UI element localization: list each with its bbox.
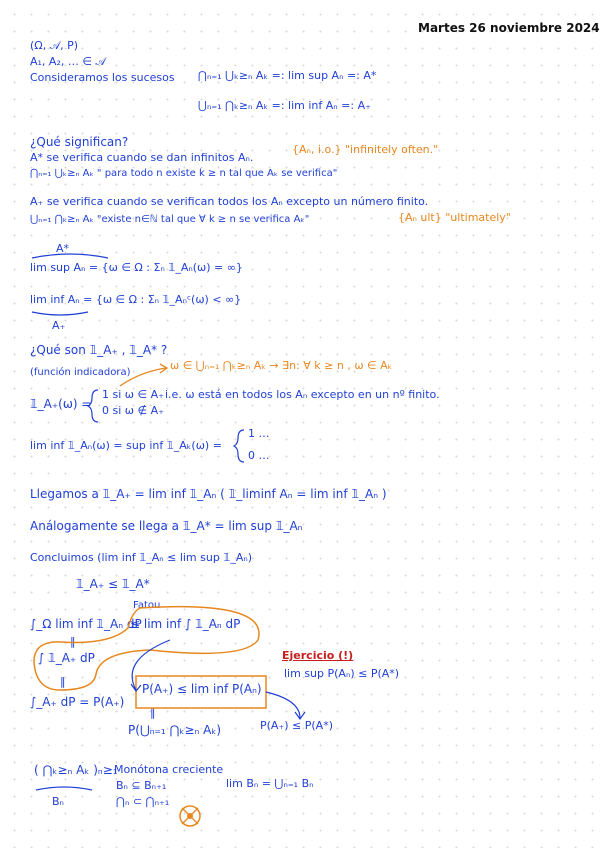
- funcion-indicadora: (función indicadora): [30, 367, 131, 378]
- sequence-line: A₁, A₂, … ∈ 𝒜: [30, 55, 106, 68]
- bn-sets: ⋂ₙ ⊂ ⋂ₙ₊₁: [116, 795, 170, 808]
- question-meaning: ¿Qué significan?: [30, 135, 129, 149]
- def-liminf: ⋃ₙ₌₁ ⋂ₖ≥ₙ Aₖ =: lim inf Aₙ =: A₊: [198, 99, 371, 112]
- liminf-underline: [32, 312, 88, 315]
- liminf-set: lim inf Aₙ = {ω ∈ Ω : Σₙ 𝟙_Aₙᶜ(ω) < ∞}: [30, 293, 242, 306]
- arrow-note: ω ∈ ⋃ₙ₌₁ ⋂ₖ≥ₙ Aₖ → ∃n: ∀ k ≥ n , ω ∈ Aₖ: [170, 359, 393, 372]
- alower-formula: ⋃ₙ₌₁ ⋂ₖ≥ₙ Aₖ "existe n∈ℕ tal que ∀ k ≥ n se verifica Aₖ": [30, 214, 310, 225]
- ult-note: {Aₙ ult} "ultimately": [398, 211, 511, 224]
- indicator-inequality: 𝟙_A₊ ≤ 𝟙_A*: [76, 577, 150, 591]
- indicator-def-lhs: 𝟙_A₊(ω) =: [30, 397, 92, 411]
- astar-brace: [32, 254, 108, 258]
- integral-alower-2: ∫_A₊ dP = P(A₊): [30, 695, 125, 709]
- ejercicio-formula: lim sup P(Aₙ) ≤ P(A*): [284, 667, 400, 680]
- probability-space: (Ω, 𝒜, P): [30, 39, 79, 52]
- limsup-set: lim sup Aₙ = {ω ∈ Ω : Σₙ 𝟙_Aₙ(ω) = ∞}: [30, 261, 243, 274]
- ie-note: i.e. ω está en todos los Aₙ excepto en un nº finito.: [165, 388, 440, 401]
- equality-mark-1: ‖: [70, 635, 76, 648]
- integral-alower: ∫ 𝟙_A₊ dP: [38, 651, 95, 665]
- analogamente-line: Análogamente se llega a 𝟙_A* = lim sup 𝟙_Aₙ: [30, 519, 303, 533]
- compass-doodle-icon: [180, 806, 200, 826]
- box-to-final-arrowhead: [295, 712, 305, 719]
- liminf-indicator: lim inf 𝟙_Aₙ(ω) = sup inf 𝟙_Aₖ(ω) =: [30, 439, 222, 452]
- alower-brace-label: A₊: [52, 319, 66, 332]
- monotona-creciente: Monótona creciente: [114, 763, 224, 776]
- astar-formula: ⋂ₙ₌₁ ⋃ₖ≥ₙ Aₖ " para todo n existe k ≥ n tal que Aₖ se verifica": [30, 168, 338, 179]
- io-note: {Aₙ, i.o.} "infinitely often.": [292, 143, 439, 156]
- fatou-lhs: ∫_Ω lim inf 𝟙_Aₙ dP: [30, 617, 142, 631]
- final-inequality: P(A₊) ≤ P(A*): [260, 719, 333, 732]
- ejercicio-title: Ejercicio (!): [282, 649, 354, 662]
- bn-label: Bₙ: [52, 795, 64, 808]
- fatou-to-box-arrowhead: [131, 684, 141, 691]
- fatou-rhs: ≤ lim inf ∫ 𝟙_Aₙ dP: [130, 617, 241, 631]
- box-to-final-arrow: [266, 692, 300, 718]
- consider-line: Consideramos los sucesos: [30, 71, 175, 84]
- equality-mark-2: ‖: [60, 675, 66, 688]
- indicator-case-2: 0 si ω ∉ A₊: [102, 404, 164, 417]
- indicator-case-1: 1 si ω ∈ A₊: [102, 388, 164, 401]
- p-union: P(⋃ₙ₌₁ ⋂ₖ≥ₙ Aₖ): [128, 723, 222, 737]
- lim-bn: lim Bₙ = ⋃ₙ₌₁ Bₙ: [226, 777, 314, 790]
- bn-definition: ( ⋂ₖ≥ₙ Aₖ )ₙ≥₁: [34, 763, 118, 777]
- astar-brace-label: A*: [56, 242, 70, 255]
- astar-verifies: A* se verifica cuando se dan infinitos Aₙ.: [30, 151, 254, 164]
- equality-mark-3: ‖: [150, 706, 156, 719]
- date-header: Martes 26 noviembre 2024: [418, 21, 600, 35]
- def-limsup: ⋂ₙ₌₁ ⋃ₖ≥ₙ Aₖ =: lim sup Aₙ =: A*: [198, 69, 377, 82]
- concluimos-line: Concluimos (lim inf 𝟙_Aₙ ≤ lim sup 𝟙_Aₙ): [30, 551, 253, 564]
- bn-brace: [36, 787, 92, 790]
- case-a: 1 …: [248, 427, 270, 440]
- case-b: 0 …: [248, 449, 270, 462]
- alower-verifies: A₊ se verifica cuando se verifican todos los Aₙ excepto un número finito.: [30, 195, 429, 208]
- bn-subset: Bₙ ⊆ Bₙ₊₁: [116, 779, 167, 792]
- question-indicators: ¿Qué son 𝟙_A₊ , 𝟙_A* ?: [30, 343, 168, 357]
- boxed-inequality: P(A₊) ≤ lim inf P(Aₙ): [142, 682, 262, 696]
- llegamos-line: Llegamos a 𝟙_A₊ = lim inf 𝟙_Aₙ ( 𝟙_liminf Aₙ = lim inf 𝟙_Aₙ ): [30, 487, 387, 501]
- orange-arrowhead: [160, 364, 167, 373]
- fatou-label: Fatou: [133, 600, 161, 611]
- cases-brace-2: [234, 430, 244, 462]
